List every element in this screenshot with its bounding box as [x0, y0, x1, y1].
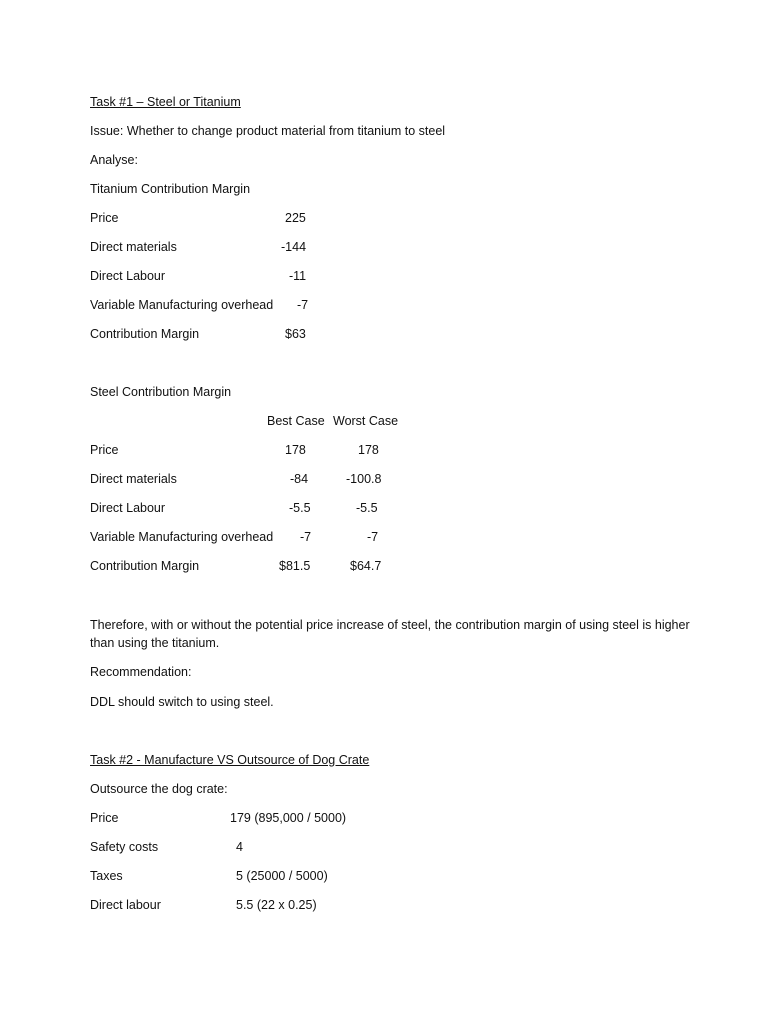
- titanium-value-materials: -144: [281, 240, 307, 254]
- titanium-label-labour: Direct Labour: [90, 269, 166, 283]
- titanium-value-margin: $63: [285, 327, 306, 341]
- task2-label-taxes: Taxes: [90, 869, 123, 883]
- steel-worst-materials: -100.8: [346, 472, 382, 486]
- recommendation-text: DDL should switch to using steel.: [90, 695, 274, 709]
- task2-heading: Task #2 - Manufacture VS Outsource of Dog Crate: [90, 753, 370, 767]
- issue-text: Whether to change product material from titanium to steel: [126, 124, 446, 138]
- steel-worst-margin: $64.7: [350, 559, 382, 573]
- steel-best-overhead: -7: [300, 530, 312, 544]
- titanium-value-labour: -11: [289, 269, 307, 283]
- titanium-title: Titanium Contribution Margin: [90, 182, 251, 196]
- steel-worst-labour: -5.5: [356, 501, 378, 515]
- steel-worst-overhead: -7: [367, 530, 379, 544]
- steel-label-price: Price: [90, 443, 119, 457]
- recommendation-label: Recommendation:: [90, 665, 192, 679]
- steel-col-best: Best Case: [267, 414, 325, 428]
- steel-best-materials: -84: [290, 472, 309, 486]
- steel-best-price: 178: [285, 443, 306, 457]
- analyse-label: Analyse:: [90, 153, 138, 167]
- steel-worst-price: 178: [358, 443, 379, 457]
- issue-label: Issue:: [90, 124, 124, 138]
- titanium-label-overhead: Variable Manufacturing overhead: [90, 298, 274, 312]
- task2-label-price: Price: [90, 811, 119, 825]
- task2-subheading: Outsource the dog crate:: [90, 782, 228, 796]
- task1-heading: Task #1 – Steel or Titanium: [90, 95, 241, 109]
- steel-label-overhead: Variable Manufacturing overhead: [90, 530, 274, 544]
- task2-label-labour: Direct labour: [90, 898, 161, 912]
- task2-value-labour: 5.5 (22 x 0.25): [236, 898, 317, 912]
- steel-title: Steel Contribution Margin: [90, 385, 232, 399]
- titanium-label-materials: Direct materials: [90, 240, 177, 254]
- steel-label-labour: Direct Labour: [90, 501, 166, 515]
- steel-best-labour: -5.5: [289, 501, 311, 515]
- steel-label-materials: Direct materials: [90, 472, 177, 486]
- titanium-label-price: Price: [90, 211, 119, 225]
- task2-value-price: 179 (895,000 / 5000): [230, 811, 347, 825]
- task2-value-taxes: 5 (25000 / 5000): [236, 869, 328, 883]
- task2-value-safety: 4: [236, 840, 243, 854]
- steel-col-worst: Worst Case: [333, 414, 399, 428]
- steel-best-margin: $81.5: [279, 559, 311, 573]
- issue-line: [90, 123, 445, 139]
- titanium-value-overhead: -7: [297, 298, 309, 312]
- titanium-value-price: 225: [285, 211, 306, 225]
- steel-label-margin: Contribution Margin: [90, 559, 200, 573]
- conclusion-paragraph: Therefore, with or without the potential price increase of steel, the contribution margin of using steel is higher than using the titanium.: [90, 618, 690, 650]
- task2-label-safety: Safety costs: [90, 840, 159, 854]
- titanium-label-margin: Contribution Margin: [90, 327, 200, 341]
